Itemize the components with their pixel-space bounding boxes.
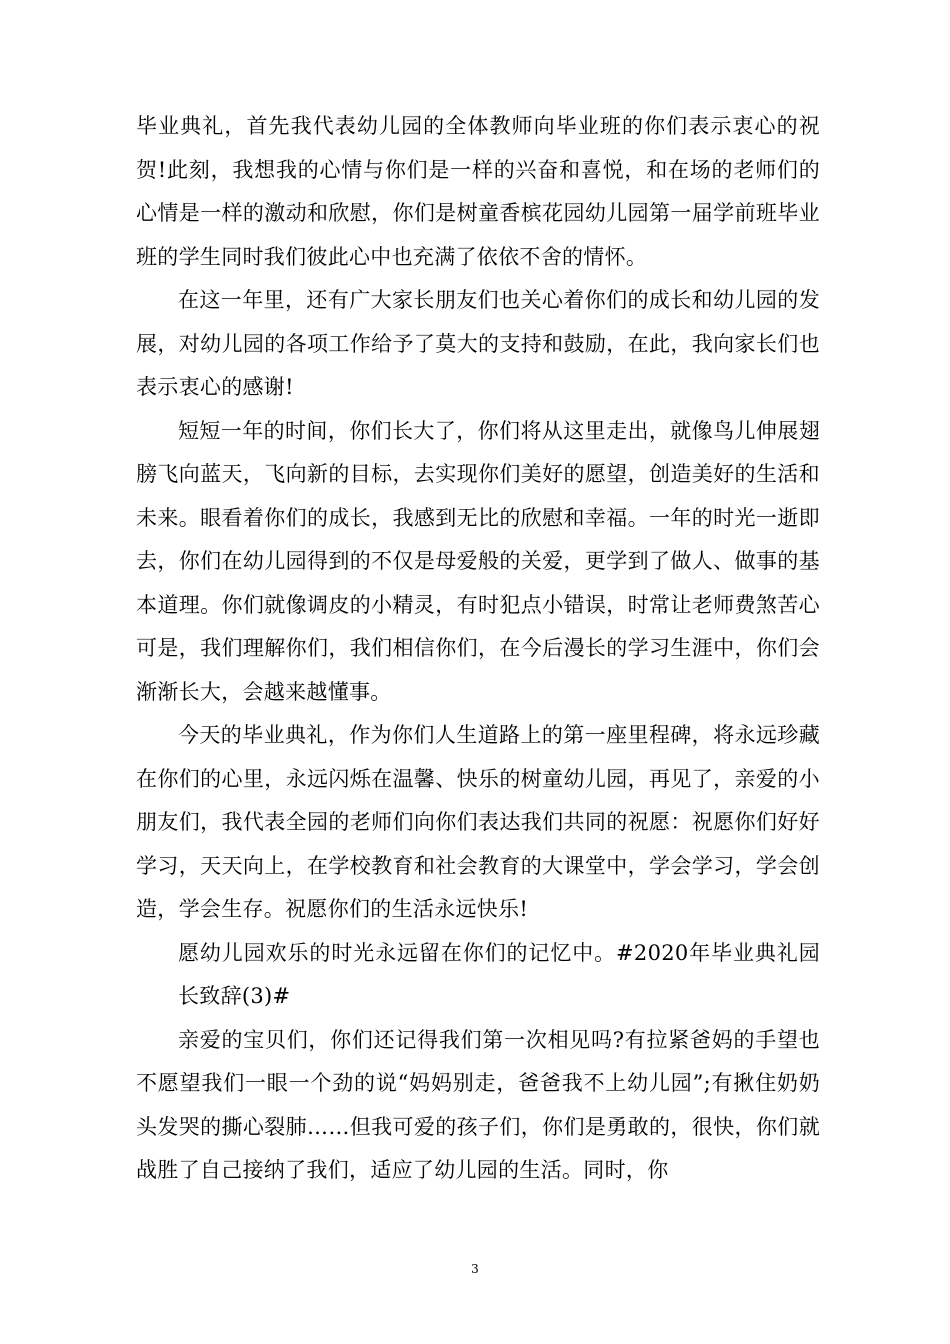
paragraph-5: 愿幼儿园欢乐的时光永远留在你们的记忆中。#2020年毕业典礼园长致辞(3)# xyxy=(178,940,820,1008)
paragraph-4: 今天的毕业典礼，作为你们人生道路上的第一座里程碑，将永远珍藏在你们的心里，永远闪烁在温馨、快乐的树童幼儿园，再见了，亲爱的小朋友们，我代表全园的老师们向你们表达我们共同的祝愿：祝愿你们好好学习，天天向上，在学校教育和社会教育的大课堂中，学会学习，学会创造，学会生存。祝愿你们的生活永远快乐! xyxy=(136,723,820,921)
paragraph-2: 在这一年里，还有广大家长朋友们也关心着你们的成长和幼儿园的发展，对幼儿园的各项工作给予了莫大的支持和鼓励，在此，我向家长们也表示衷心的感谢! xyxy=(136,288,820,399)
paragraph-1: 毕业典礼，首先我代表幼儿园的全体教师向毕业班的你们表示衷心的祝贺!此刻，我想我的心情与你们是一样的兴奋和喜悦，和在场的老师们的心情是一样的激动和欣慰，你们是树童香槟花园幼儿园第一届学前班毕业班的学生同时我们彼此心中也充满了依依不舍的情怀。 xyxy=(136,114,820,269)
page-number: 3 xyxy=(471,1262,479,1276)
body-text xyxy=(136,105,820,1193)
paragraph-3: 短短一年的时间，你们长大了，你们将从这里走出，就像鸟儿伸展翅膀飞向蓝天，飞向新的目标，去实现你们美好的愿望，创造美好的生活和未来。眼看着你们的成长，我感到无比的欣慰和幸福。一年的时光一逝即去，你们在幼儿园得到的不仅是母爱般的关爱，更学到了做人、做事的基本道理。你们就像调皮的小精灵，有时犯点小错误，时常让老师费煞苦心可是，我们理解你们，我们相信你们，在今后漫长的学习生涯中，你们会渐渐长大，会越来越懂事。 xyxy=(136,418,820,704)
paragraph-6: 亲爱的宝贝们，你们还记得我们第一次相见吗?有拉紧爸妈的手望也不愿望我们一眼一个劲的说“妈妈别走，爸爸我不上幼儿园”;有揪住奶奶头发哭的撕心裂肺……但我可爱的孩子们，你们是勇敢的，很快，你们就战胜了自己接纳了我们，适应了幼儿园的生活。同时，你 xyxy=(136,1027,820,1182)
